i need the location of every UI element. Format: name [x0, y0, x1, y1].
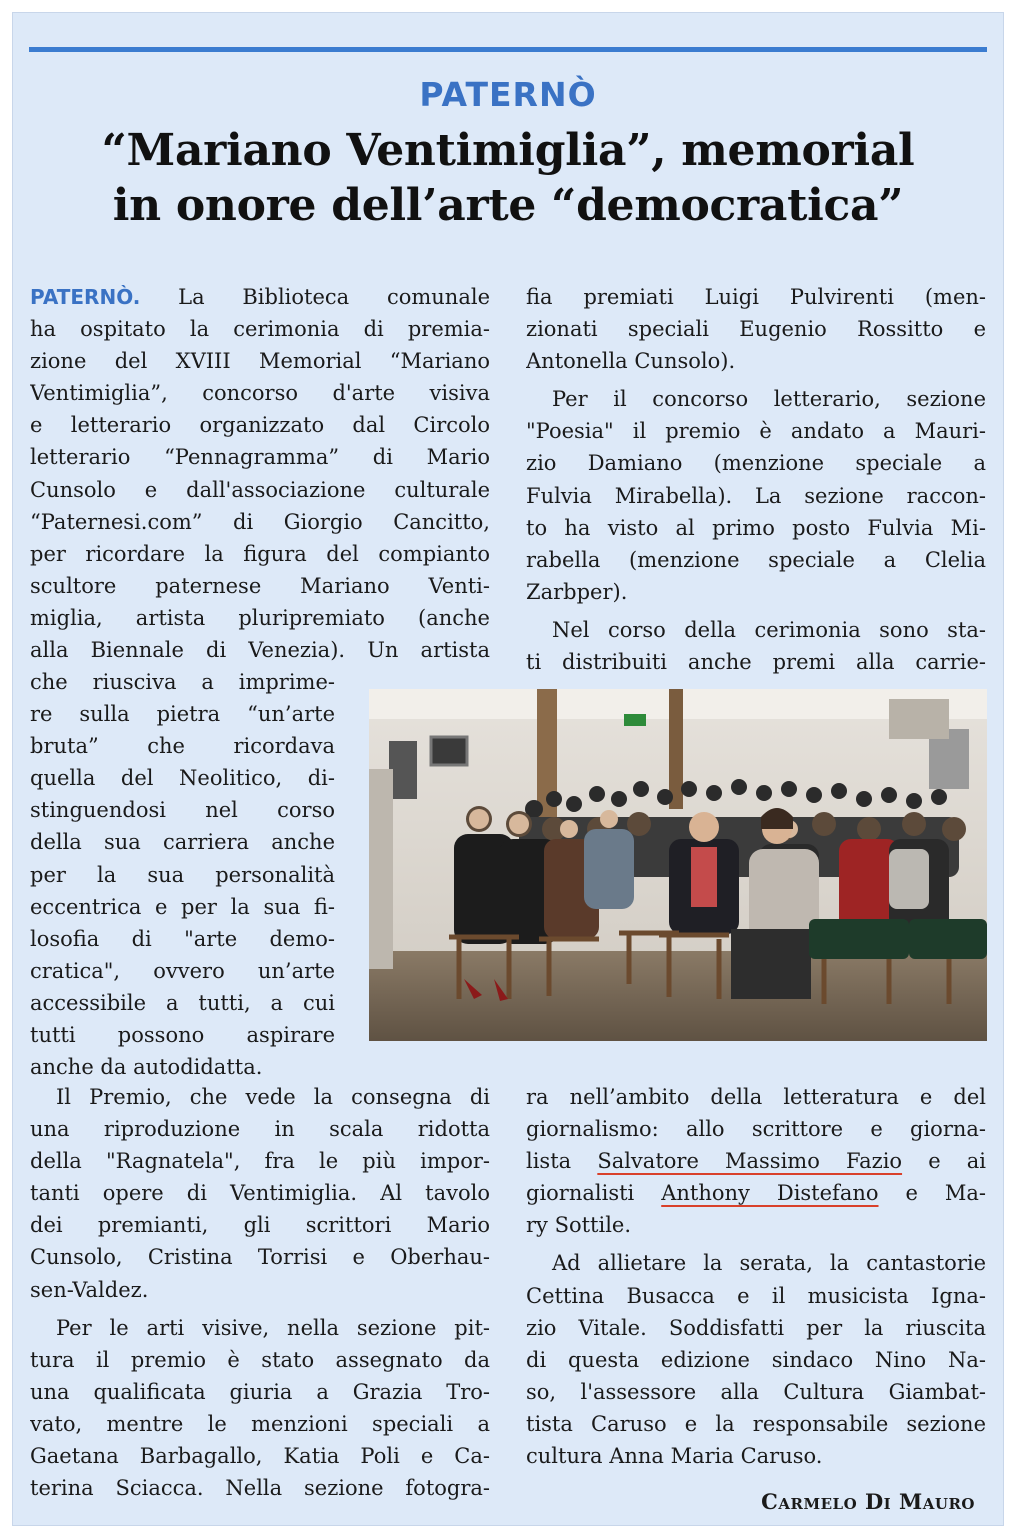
text-line: per ricordare la figura del compianto	[30, 541, 490, 566]
text-line: sen-Valdez.	[30, 1277, 149, 1302]
highlighted-name: Salvatore Massimo Fazio	[597, 1149, 903, 1174]
top-rule	[29, 47, 987, 52]
text-line: cratica", ovvero un’arte	[30, 958, 335, 983]
text-line: e letterario organizzato dal Circolo	[30, 413, 490, 438]
text-line: una riproduzione in scala ridotta	[30, 1117, 490, 1142]
text-line: ry Sottile.	[526, 1213, 632, 1238]
text-line: Per il concorso letterario, sezione	[552, 387, 986, 412]
text-fragment: La Biblioteca comunale	[178, 285, 490, 309]
text-line: ti distribuiti anche premi alla carrie-	[526, 650, 986, 675]
text-line: di questa edizione sindaco Nino Na-	[526, 1347, 986, 1372]
text-line: re sulla pietra “un’arte	[30, 702, 335, 727]
text-line: miglia, artista pluripremiato (anche	[30, 605, 490, 630]
text-line: tanti opere di Ventimiglia. Al tavolo	[30, 1181, 490, 1206]
text-line: terina Sciacca. Nella sezione fotogra-	[30, 1476, 490, 1501]
text-line: che riusciva a imprime-	[30, 670, 335, 694]
section-kicker: PATERNÒ	[419, 75, 597, 114]
text-line: zio Damiano (menzione speciale a	[526, 451, 986, 476]
text-line: Zarbper).	[526, 579, 628, 604]
text-line: "Poesia" il premio è andato a Mauri-	[526, 419, 986, 444]
text-line: Antonella Cunsolo).	[526, 349, 736, 374]
text-fragment: e ai	[928, 1149, 986, 1174]
author-byline: Carmelo Di Mauro	[761, 1489, 975, 1514]
text-line: losofia di "arte demo-	[30, 926, 335, 951]
text-line: Fulvia Mirabella). La sezione raccon-	[526, 483, 986, 508]
text-line: Cunsolo e dall'associazione culturale	[30, 477, 490, 502]
text-line: Il Premio, che vede la consegna di	[56, 1085, 490, 1109]
text-line: tura il premio è stato assegnato da	[30, 1347, 490, 1372]
text-line: Gaetana Barbagallo, Katia Poli e Ca-	[30, 1444, 490, 1469]
text-line	[526, 1145, 986, 1177]
left-column-bottom	[30, 1081, 490, 1504]
text-line: dei premianti, gli scrittori Mario	[30, 1213, 490, 1238]
text-line: una qualificata giuria a Grazia Tro-	[30, 1379, 490, 1404]
text-line: cultura Anna Maria Caruso.	[526, 1444, 823, 1469]
newspaper-clipping	[12, 12, 1004, 1526]
text-line	[30, 281, 490, 313]
text-line: scultore paternese Mariano Venti-	[30, 573, 490, 598]
headline-line: in onore dell’arte “democratica”	[112, 180, 904, 231]
text-line: ha ospitato la cerimonia di premia-	[30, 317, 490, 342]
event-photo	[369, 689, 987, 1041]
text-line	[526, 1177, 986, 1209]
audience-photo-illustration	[369, 689, 987, 1041]
text-line: zio Vitale. Soddisfatti per la riuscita	[526, 1315, 986, 1340]
text-line: tista Caruso e la responsabile sezione	[526, 1411, 986, 1436]
text-line: zione del XVIII Memorial “Mariano	[30, 349, 490, 374]
text-line: alla Biennale di Venezia). Un artista	[30, 638, 490, 663]
left-column-top	[30, 281, 490, 666]
text-line: della sua carriera anche	[30, 830, 335, 855]
text-line: fia premiati Luigi Pulvirenti (men-	[526, 285, 986, 309]
text-line: tutti possono aspirare	[30, 1023, 335, 1048]
text-fragment: e Ma-	[905, 1181, 986, 1206]
text-line: vato, mentre le menzioni speciali a	[30, 1411, 490, 1436]
text-line: anche da autodidatta.	[30, 1055, 263, 1080]
headline-line: “Mariano Ventimiglia”, memorial	[101, 125, 915, 176]
text-line: Nel corso della cerimonia sono sta-	[552, 617, 986, 642]
text-line: “Paternesi.com” di Giorgio Cancitto,	[30, 509, 490, 534]
dateline: PATERNÒ.	[30, 285, 141, 309]
text-fragment: giornalisti	[526, 1181, 635, 1206]
text-fragment: lista	[526, 1149, 572, 1174]
text-line: letterario “Pennagramma” di Mario	[30, 445, 490, 470]
text-line: Cunsolo, Cristina Torrisi e Oberhau-	[30, 1245, 490, 1270]
text-line: della "Ragnatela", fra le più impor-	[30, 1149, 490, 1174]
right-column-top	[526, 281, 986, 678]
text-line: zionati speciali Eugenio Rossitto e	[526, 317, 986, 342]
text-line: so, l'assessore alla Cultura Giambat-	[526, 1379, 986, 1404]
text-line: stinguendosi nel corso	[30, 798, 335, 823]
text-line: bruta” che ricordava	[30, 734, 335, 759]
text-line: giornalismo: allo scrittore e giorna-	[526, 1117, 986, 1142]
text-line: to ha visto al primo posto Fulvia Mi-	[526, 515, 986, 540]
text-line: per la sua personalità	[30, 862, 335, 887]
text-line: Per le arti visive, nella sezione pit-	[56, 1315, 490, 1340]
text-line: quella del Neolitico, di-	[30, 766, 335, 791]
text-line: eccentrica e per la sua fi-	[30, 894, 335, 919]
highlighted-name: Anthony Distefano	[661, 1181, 879, 1206]
left-column-narrow	[30, 666, 335, 1083]
text-line: rabella (menzione speciale a Clelia	[526, 547, 986, 572]
text-line: Ad allietare la serata, la cantastorie	[552, 1251, 986, 1276]
text-line: ra nell’ambito della letteratura e del	[526, 1085, 986, 1109]
text-line: Ventimiglia”, concorso d'arte visiva	[30, 381, 490, 406]
headline	[13, 123, 1003, 233]
text-line: Cettina Busacca e il musicista Igna-	[526, 1283, 986, 1308]
right-column-bottom	[526, 1081, 986, 1472]
text-line: accessibile a tutti, a cui	[30, 990, 335, 1015]
